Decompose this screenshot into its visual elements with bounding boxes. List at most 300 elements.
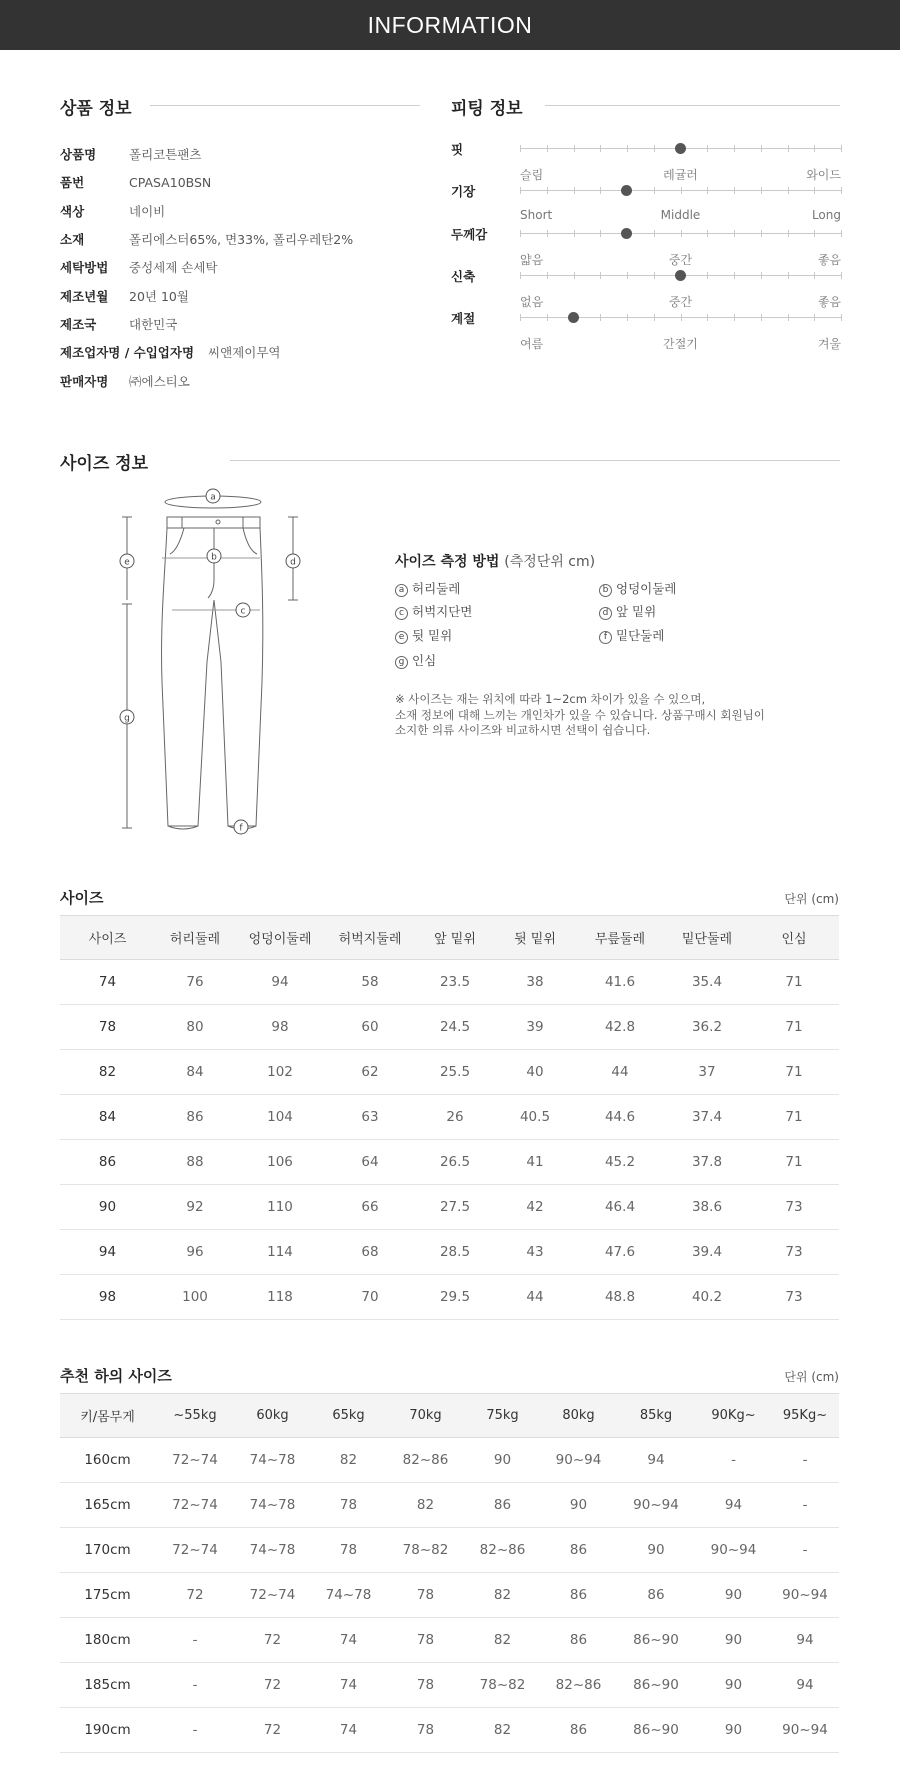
- fitting-tick: [520, 272, 521, 279]
- size-table-cell: 70: [325, 1275, 415, 1320]
- pants-diagram: [110, 482, 310, 842]
- product-row-code: [60, 168, 420, 196]
- measure-letter: b: [599, 584, 612, 597]
- waistband: [167, 517, 260, 528]
- rec-table-cell: 90: [696, 1573, 771, 1618]
- size-table-cell: 58: [325, 960, 415, 1005]
- size-table-cell: 94: [60, 1230, 155, 1275]
- fitting-mid-label: 간절기: [663, 337, 698, 352]
- rec-table-cell: 180cm: [60, 1618, 155, 1663]
- fitting-tick: [707, 187, 708, 194]
- fitting-label: 핏: [451, 142, 464, 157]
- rec-table-cell: 78: [310, 1528, 387, 1573]
- page-header: [0, 0, 900, 50]
- fitting-tick: [814, 187, 815, 194]
- fitting-mid-label: 레귤러: [663, 168, 698, 182]
- fitting-label: 계절: [451, 311, 476, 327]
- fitting-row: [451, 307, 841, 352]
- rec-table-cell: 72: [235, 1708, 310, 1753]
- rec-table-cell: 90: [696, 1618, 771, 1663]
- fitting-tick: [707, 230, 708, 237]
- fitting-tick: [627, 314, 628, 321]
- rec-table-cell: -: [155, 1618, 235, 1663]
- rec-table-cell: 190cm: [60, 1708, 155, 1753]
- rec-table-cell: 165cm: [60, 1483, 155, 1528]
- rec-table-cell: 74: [310, 1663, 387, 1708]
- size-table-header-cell: 허벅지둘레: [325, 916, 415, 960]
- rec-table-header-cell: 90Kg~: [696, 1394, 771, 1438]
- fitting-left-label: 슬림: [520, 168, 544, 182]
- size-table-cell: 100: [155, 1275, 235, 1320]
- fitting-track: [520, 148, 841, 182]
- fitting-track: [520, 233, 841, 267]
- measure-label: 밑단둘레: [616, 628, 665, 643]
- size-table-cell: 84: [155, 1050, 235, 1095]
- product-info-divider: [150, 105, 420, 106]
- measure-item-g: [395, 651, 436, 669]
- size-table-cell: 45.2: [575, 1140, 665, 1185]
- size-table-cell: 46.4: [575, 1185, 665, 1230]
- fitting-right-label: Long: [811, 208, 841, 223]
- rec-table-cell: 90: [696, 1663, 771, 1708]
- size-table-cell: 64: [325, 1140, 415, 1185]
- rec-table-cell: 86: [541, 1618, 616, 1663]
- fitting-label: 기장: [451, 184, 476, 200]
- size-table-cell: 38.6: [665, 1185, 749, 1230]
- fitting-tick: [627, 145, 628, 152]
- rec-table-header-cell: 85kg: [616, 1394, 696, 1438]
- fitting-tick: [547, 230, 548, 237]
- size-note-line: 소지한 의류 사이즈와 비교하시면 선택이 쉽습니다.: [395, 723, 651, 737]
- product-row-material: [60, 225, 420, 253]
- fitting-tick: [761, 272, 762, 279]
- fitting-tick: [841, 314, 842, 321]
- fitting-marker: [621, 185, 632, 196]
- fitting-row: [451, 223, 841, 265]
- table-row: [60, 1230, 839, 1275]
- product-row-date: [60, 281, 420, 309]
- rec-table-cell: -: [771, 1528, 839, 1573]
- product-value: 씨앤제이무역: [208, 345, 281, 361]
- rec-table-cell: 90: [616, 1528, 696, 1573]
- size-table-cell: 92: [155, 1185, 235, 1230]
- table-row: [60, 1275, 839, 1320]
- fitting-tick: [814, 145, 815, 152]
- fitting-tick: [788, 145, 789, 152]
- fitting-tick: [841, 272, 842, 279]
- fitting-tick: [841, 187, 842, 194]
- size-table-cell: 39: [495, 1005, 575, 1050]
- fitting-left-label: 없음: [520, 294, 544, 309]
- measure-item-e: [395, 626, 452, 644]
- product-label: 제조업자명 / 수입업자명: [60, 345, 195, 361]
- fitting-marker: [675, 143, 686, 154]
- fitting-tick: [761, 145, 762, 152]
- fitting-tick: [654, 145, 655, 152]
- size-table-header-cell: 무릎둘레: [575, 916, 665, 960]
- rec-table: [60, 1393, 839, 1753]
- size-table-cell: 90: [60, 1185, 155, 1230]
- size-table-cell: 114: [235, 1230, 325, 1275]
- product-row-country: [60, 310, 420, 338]
- fitting-tick: [547, 145, 548, 152]
- fitting-tick: [681, 187, 682, 194]
- rec-table-cell: 170cm: [60, 1528, 155, 1573]
- product-row-seller: [60, 366, 420, 394]
- table-row: [60, 1528, 839, 1573]
- fitting-tick: [600, 314, 601, 321]
- table-row: [60, 1095, 839, 1140]
- fitting-tick: [520, 230, 521, 237]
- rec-table-cell: 82: [464, 1573, 541, 1618]
- fitting-tick: [654, 314, 655, 321]
- rec-table-cell: 94: [771, 1663, 839, 1708]
- fitting-tick: [841, 230, 842, 237]
- rec-table-cell: 185cm: [60, 1663, 155, 1708]
- product-value: 20년 10월: [129, 288, 189, 304]
- product-value: ㈜에스티오: [129, 373, 190, 389]
- rec-table-cell: 82~86: [387, 1438, 464, 1483]
- size-table-cell: 42.8: [575, 1005, 665, 1050]
- size-table-header-cell: 뒷 밑위: [495, 916, 575, 960]
- size-table-cell: 35.4: [665, 960, 749, 1005]
- size-table-cell: 41.6: [575, 960, 665, 1005]
- fitting-mid-label: 중간: [668, 294, 693, 309]
- fitting-tick: [520, 187, 521, 194]
- diagram-letter-e: e: [124, 557, 130, 568]
- size-table-cell: 29.5: [415, 1275, 495, 1320]
- fitting-tick: [574, 272, 575, 279]
- measure-label: 허벅지단면: [412, 604, 473, 619]
- size-table-cell: 98: [60, 1275, 155, 1320]
- fitting-mid-label: 중간: [668, 252, 693, 267]
- header-title: INFORMATION: [367, 12, 533, 38]
- size-table-cell: 43: [495, 1230, 575, 1275]
- size-table-cell: 40.2: [665, 1275, 749, 1320]
- table-row: [60, 1005, 839, 1050]
- diagram-letter-f: f: [239, 823, 243, 834]
- rec-table-cell: 78: [387, 1663, 464, 1708]
- size-table-cell: 60: [325, 1005, 415, 1050]
- product-value: 네이비: [129, 203, 166, 219]
- size-table-cell: 82: [60, 1050, 155, 1095]
- measure-item-b: [599, 579, 676, 597]
- size-table-cell: 42: [495, 1185, 575, 1230]
- fitting-left-label: 여름: [520, 337, 544, 352]
- rec-table-cell: 94: [696, 1483, 771, 1528]
- size-table-cell: 26: [415, 1095, 495, 1140]
- table-row: [60, 1140, 839, 1185]
- fitting-tick: [788, 187, 789, 194]
- table-row: [60, 1185, 839, 1230]
- size-table-cell: 40: [495, 1050, 575, 1095]
- size-table: [60, 915, 839, 1320]
- size-table-header-cell: 사이즈: [60, 916, 155, 960]
- fitting-tick: [654, 272, 655, 279]
- size-table-cell: 63: [325, 1095, 415, 1140]
- rec-table-cell: 82~86: [541, 1663, 616, 1708]
- rec-table-cell: 72~74: [155, 1483, 235, 1528]
- rec-table-cell: 86: [464, 1483, 541, 1528]
- rec-table-cell: 78: [387, 1618, 464, 1663]
- size-table-cell: 71: [749, 1050, 839, 1095]
- size-table-cell: 84: [60, 1095, 155, 1140]
- fitting-row: [451, 138, 841, 180]
- rec-table-cell: 82: [464, 1708, 541, 1753]
- product-info-list: [60, 140, 420, 395]
- rec-table-cell: 72: [155, 1573, 235, 1618]
- fitting-marker: [621, 228, 632, 239]
- product-info-title: 상품 정보: [60, 99, 132, 119]
- product-row-color: [60, 197, 420, 225]
- size-table-cell: 44: [575, 1050, 665, 1095]
- size-table-cell: 48.8: [575, 1275, 665, 1320]
- fitting-info-divider: [545, 105, 840, 106]
- size-table-cell: 96: [155, 1230, 235, 1275]
- rec-table-cell: 90~94: [616, 1483, 696, 1528]
- fitting-right-label: 좋음: [817, 252, 841, 267]
- fitting-tick: [761, 314, 762, 321]
- rec-table-cell: 78: [387, 1708, 464, 1753]
- rec-table-cell: 74: [310, 1618, 387, 1663]
- size-table-cell: 24.5: [415, 1005, 495, 1050]
- size-table-cell: 76: [155, 960, 235, 1005]
- fitting-left-label: Short: [520, 208, 553, 223]
- rec-table-cell: -: [771, 1483, 839, 1528]
- rec-table-cell: 82~86: [464, 1528, 541, 1573]
- fitting-tick: [707, 314, 708, 321]
- diagram-letter-d: d: [290, 557, 296, 568]
- table-row: [60, 1573, 839, 1618]
- fitting-tick: [788, 314, 789, 321]
- rec-table-cell: 72~74: [235, 1573, 310, 1618]
- fitting-tick: [734, 187, 735, 194]
- size-table-cell: 37: [665, 1050, 749, 1095]
- diagram-letter-g: g: [124, 713, 130, 724]
- measure-label: 앞 밑위: [616, 604, 657, 619]
- fitting-right-label: 좋음: [817, 294, 841, 309]
- size-table-cell: 36.2: [665, 1005, 749, 1050]
- rec-table-cell: 90: [464, 1438, 541, 1483]
- size-info-divider: [230, 460, 840, 461]
- size-table-cell: 78: [60, 1005, 155, 1050]
- rec-table-cell: 78~82: [387, 1528, 464, 1573]
- fitting-tick: [654, 187, 655, 194]
- fitting-scales: [451, 138, 841, 352]
- measure-letter: a: [395, 584, 408, 597]
- size-table-cell: 86: [155, 1095, 235, 1140]
- fitting-tick: [574, 230, 575, 237]
- size-table-cell: 37.4: [665, 1095, 749, 1140]
- table-row: [60, 1483, 839, 1528]
- size-table-cell: 23.5: [415, 960, 495, 1005]
- fitting-track: [520, 190, 841, 223]
- table-row: [60, 1438, 839, 1483]
- fitting-tick: [574, 145, 575, 152]
- size-table-cell: 38: [495, 960, 575, 1005]
- size-table-title: 사이즈: [60, 889, 104, 907]
- rec-table-header-cell: 60kg: [235, 1394, 310, 1438]
- fitting-tick: [734, 145, 735, 152]
- size-note-line: 소재 정보에 대해 느끼는 개인차가 있을 수 있습니다. 상품구매시 회원님이: [395, 707, 765, 722]
- measure-label: 뒷 밑위: [412, 628, 453, 643]
- size-note: [395, 692, 795, 739]
- fitting-label: 두께감: [451, 226, 488, 242]
- measure-item-c: [395, 602, 472, 620]
- fitting-tick: [654, 230, 655, 237]
- rec-table-cell: 86: [541, 1528, 616, 1573]
- table-row: [60, 1618, 839, 1663]
- rec-table-cell: 74~78: [310, 1573, 387, 1618]
- size-note-line: ※ 사이즈는 재는 위치에 따라 1~2cm 차이가 있을 수 있으며,: [395, 692, 706, 706]
- rec-table-cell: -: [155, 1663, 235, 1708]
- rec-table-cell: 90: [696, 1708, 771, 1753]
- product-label: 제조년월: [60, 288, 109, 304]
- product-row-name: [60, 140, 420, 168]
- product-row-washing: [60, 253, 420, 281]
- fitting-tick: [681, 314, 682, 321]
- size-table-cell: 39.4: [665, 1230, 749, 1275]
- size-table-cell: 88: [155, 1140, 235, 1185]
- rec-table-header-cell: 키/몸무게: [60, 1394, 155, 1438]
- size-table-cell: 41: [495, 1140, 575, 1185]
- rec-table-cell: 82: [310, 1438, 387, 1483]
- diagram-letter-a: a: [210, 492, 216, 503]
- size-table-cell: 26.5: [415, 1140, 495, 1185]
- product-label: 판매자명: [60, 373, 109, 389]
- size-table-cell: 71: [749, 960, 839, 1005]
- rec-table-unit: 단위 (cm): [784, 1370, 839, 1384]
- fitting-info-title: 피팅 정보: [451, 99, 523, 119]
- size-table-header-cell: 밑단둘레: [665, 916, 749, 960]
- table-row: [60, 1663, 839, 1708]
- rec-table-cell: 74~78: [235, 1483, 310, 1528]
- size-table-cell: 118: [235, 1275, 325, 1320]
- fitting-row: [451, 265, 841, 307]
- fitting-tick: [520, 145, 521, 152]
- product-value: CPASA10BSN: [129, 174, 212, 190]
- size-table-cell: 25.5: [415, 1050, 495, 1095]
- rec-table-cell: 86: [616, 1573, 696, 1618]
- size-table-cell: 110: [235, 1185, 325, 1230]
- fitting-row: [451, 180, 841, 222]
- fitting-tick: [734, 314, 735, 321]
- size-table-cell: 66: [325, 1185, 415, 1230]
- size-table-header: [60, 916, 839, 960]
- rec-table-cell: 90~94: [771, 1708, 839, 1753]
- rec-table-header-cell: 95Kg~: [771, 1394, 839, 1438]
- fitting-tick: [600, 230, 601, 237]
- rec-table-cell: -: [155, 1708, 235, 1753]
- size-table-cell: 98: [235, 1005, 325, 1050]
- fitting-tick: [814, 272, 815, 279]
- fitting-tick: [707, 145, 708, 152]
- fitting-tick: [547, 272, 548, 279]
- rec-table-cell: 78: [310, 1483, 387, 1528]
- fitting-tick: [600, 272, 601, 279]
- rec-table-cell: 175cm: [60, 1573, 155, 1618]
- product-value: 폴리에스터65%, 면33%, 폴리우레탄2%: [129, 232, 354, 248]
- size-table-cell: 44.6: [575, 1095, 665, 1140]
- rec-table-cell: 94: [616, 1438, 696, 1483]
- fitting-tick: [788, 272, 789, 279]
- size-table-header-cell: 인심: [749, 916, 839, 960]
- size-table-cell: 102: [235, 1050, 325, 1095]
- fitting-tick: [681, 230, 682, 237]
- rec-table-cell: 82: [464, 1618, 541, 1663]
- pants-outline: [162, 528, 263, 826]
- size-table-cell: 71: [749, 1005, 839, 1050]
- size-table-cell: 68: [325, 1230, 415, 1275]
- fitting-right-label: 와이드: [806, 168, 841, 182]
- size-table-cell: 94: [235, 960, 325, 1005]
- size-table-header-cell: 앞 밑위: [415, 916, 495, 960]
- size-table-cell: 47.6: [575, 1230, 665, 1275]
- rec-table-cell: 82: [387, 1483, 464, 1528]
- fitting-label: 신축: [451, 268, 476, 284]
- rec-table-cell: 86~90: [616, 1618, 696, 1663]
- measure-method-unit: (측정단위 cm): [504, 554, 596, 570]
- fitting-right-label: 겨울: [817, 337, 841, 352]
- measure-label: 엉덩이둘레: [616, 581, 677, 596]
- fitting-marker: [675, 270, 686, 281]
- measure-item-a: [395, 579, 460, 597]
- product-label: 품번: [60, 175, 85, 191]
- fitting-tick: [734, 230, 735, 237]
- fitting-tick: [520, 314, 521, 321]
- rec-table-cell: 72~74: [155, 1438, 235, 1483]
- product-label: 상품명: [60, 147, 97, 163]
- fitting-tick: [788, 230, 789, 237]
- measure-letter: d: [599, 607, 612, 620]
- product-value: 대한민국: [129, 316, 178, 332]
- product-label: 소재: [60, 232, 85, 248]
- fitting-tick: [814, 230, 815, 237]
- table-row: [60, 1708, 839, 1753]
- product-label: 세탁방법: [60, 260, 109, 276]
- size-table-cell: 37.8: [665, 1140, 749, 1185]
- rec-table-cell: 78~82: [464, 1663, 541, 1708]
- rec-table-header-cell: 70kg: [387, 1394, 464, 1438]
- fitting-track: [520, 317, 841, 352]
- diagram-letter-c: c: [240, 606, 246, 617]
- size-table-cell: 28.5: [415, 1230, 495, 1275]
- rec-table-cell: 86: [541, 1708, 616, 1753]
- fitting-marker: [568, 312, 579, 323]
- rec-table-cell: 90: [541, 1483, 616, 1528]
- product-value: 중성세제 손세탁: [129, 260, 218, 276]
- rec-table-header-cell: 75kg: [464, 1394, 541, 1438]
- size-table-cell: 71: [749, 1140, 839, 1185]
- size-table-header-cell: 엉덩이둘레: [235, 916, 325, 960]
- measure-letter: f: [599, 631, 612, 644]
- fitting-mid-label: Middle: [660, 208, 701, 223]
- product-row-manufacturer: [60, 338, 420, 366]
- table-row: [60, 960, 839, 1005]
- size-table-cell: 73: [749, 1185, 839, 1230]
- diagram-letter-b: b: [211, 552, 217, 563]
- fitting-tick: [547, 187, 548, 194]
- fitting-tick: [574, 187, 575, 194]
- measure-item-d: [599, 602, 656, 620]
- rec-table-cell: 160cm: [60, 1438, 155, 1483]
- fitting-track: [520, 275, 841, 309]
- fitting-tick: [761, 187, 762, 194]
- measure-method-label: 사이즈 측정 방법: [395, 554, 500, 570]
- rec-table-cell: 90~94: [541, 1438, 616, 1483]
- fitting-tick: [734, 272, 735, 279]
- size-table-cell: 73: [749, 1275, 839, 1320]
